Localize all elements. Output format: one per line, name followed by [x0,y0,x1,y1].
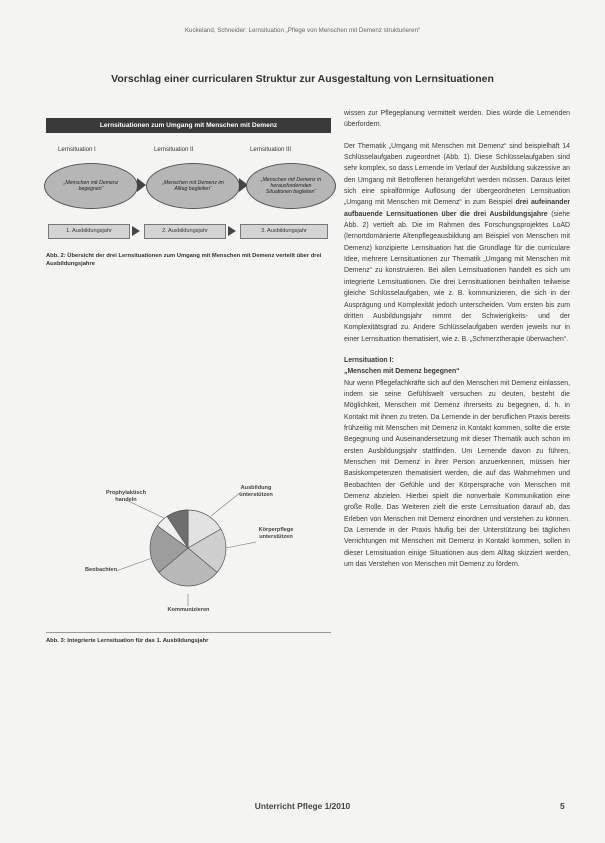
figure-1-header: Lernsituationen zum Umgang mit Menschen mit Demenz [46,118,331,133]
paragraph-1-bold: drei aufeinander aufbauende Lernsituationen über die drei Ausbildungsjahre [344,199,571,218]
paragraph-intro: wissen zur Pflegeplanung vermittelt werden. Dies würde die Lernenden überfordern. [344,110,570,129]
paragraph-1-start: Der Thematik „Umgang mit Menschen mit Demenz“ sind beispielhaft 14 Schlüsselaufgaben zugeordnet (Abb. 1). Diese Schlüsselaufgaben sind sehr komplex, so dass Lernende im Verlauf der Ausbildung sukzessive an den Umgang mit Betroffenen herangeführt werden müssen. Daraus leitet sich eine spiralförmige Auflösung der übergeordneten Lernsituation „Umgang mit Menschen mit Demenz“ in zum Beispiel [344,142,570,207]
year-3-box: 3. Ausbildungsjahr [240,224,328,239]
subheading-2: „Menschen mit Demenz begegnen“ [344,368,460,376]
figure-1-caption: Abb. 2: Übersicht der drei Lernsituationen zum Umgang mit Menschen mit Demenz verteilt über drei Ausbildungsjahre [46,253,322,267]
paragraph-1-end: (siehe Abb. 2) vertieft ab. Die im Rahmen des Forschungsprojektes LoAD (lernortdomänierte Altenpflegeausbildung am Beispiel von Menschen mit Demenz) konzipierte Lernsituation hat die Grundlage für die curriculare Idee, mehrere Lernsituationen zur Thematik „Umgang mit Menschen mit Demenz“ zu konstruieren. Bei allen Lernsituationen handelt es sich um integrierte Lernsituationen. Die drei Lernsituationen beinhalten teilweise gleiche Schlüsselaufgaben, wie z. B. kommunizieren, die sich in der Ausprägung und Komplexität jedoch unterscheiden. Vom ersten bis zum dritten Ausbildungsjahr nimmt der Schwierigkeits- und der Komplexitätsgrad zu. Andere Schlüsselaufgaben werden jeweils nur in einer Lernsituation thematisiert, wie z. B. „Schmerztherapie überwachen“. [344,210,571,343]
arrow-right-icon [137,178,146,192]
figure-2 [46,470,331,620]
lernsituation-1-ellipse [44,163,138,209]
label-bodycare: Körperpflege unterstützen [258,527,294,540]
paragraph-1 [344,141,570,345]
paragraph-2: Nur wenn Pflegefachkräfte sich auf den Menschen mit Demenz einlassen, indem sie seine Gefühlswelt versuchen zu deuten, besteht die Möglichkeit, Menschen mit Demenz ihrerseits zu begegnen, d. h. in Kontakt mit ihnen zu treten. Da Lernende in der beruflichen Praxis bereits frühzeitig mit Menschen mit Demenz in Kontakt kommen, sollte die erste Begegnung und Auseinandersetzung mit dieser Thematik auch schon im ersten Ausbildungsjahr stattfinden. Um Lernende davon zu führen, Menschen mit Demenz in ihrer Person anzuerkennen, müssen hier Basiskompetenzen thematisiert werden, die auf das Wahrnehmen und Beobachten der Gefühle und der Körpersprache von Menschen mit Demenz abzielen. Hierbei spielt die nonverbale Kommunikation eine große Rolle. Das Weiteren zielt die erste Lernsituation darauf ab, das Erleben von Menschen mit Demenz einordnen und verstehen zu können. Da Lernende in der Praxis häufig bei der Unterstützung bei täglichen Verrichtungen mit Menschen mit Demenz in Kontakt kommen, sollen in dieser Lernsituation einige Situationen aus dem Alltag skizziert werden, um das Verstehen von Menschen mit Demenz zu fördern. [344,379,570,569]
lernsituation-2-ellipse [146,163,240,209]
page-number: 5 [560,801,565,811]
arrow-right-icon [228,226,236,236]
label-observe: Beobachten [84,567,117,573]
caption-rule [46,632,331,633]
lernsituation-1-title: „Menschen mit Demenz begegnen“ [63,179,119,192]
year-1-box: 1. Ausbildungsjahr [48,224,130,239]
lernsituation-2-label: Lernsituation II [154,147,194,153]
right-column-text [344,108,570,570]
integrated-situation-pie [46,470,331,620]
running-head: Kuckeland, Schneider: Lernsituation „Pflege von Menschen mit Demenz strukturieren“ [184,27,421,34]
lernsituation-3-title: „Menschen mit Demenz in herausfordernden Situationen begleiten“ [260,176,322,196]
lernsituation-1-label: Lernsituation I [58,147,96,153]
arrow-right-icon [132,226,140,236]
subheading-1: Lernsituation I: [344,356,394,364]
label-education: Ausbildung unterstützen [239,485,273,498]
label-communicate: Kommunizieren [167,607,210,613]
lernsituation-2-title: „Menschen mit Demenz im Alltag begleiten“ [162,179,224,192]
footer-journal: Unterricht Pflege 1/2010 [254,801,351,811]
lernsituation-3-ellipse [246,163,336,209]
figure-1 [46,110,331,250]
article-title: Vorschlag einer curricularen Struktur zur Ausgestaltung von Lernsituationen [111,73,494,85]
year-2-box: 2. Ausbildungsjahr [144,224,226,239]
figure-2-caption: Abb. 3: Integrierte Lernsituation für das 1. Ausbildungsjahr [46,638,209,644]
label-prophylaxis: Prophylaktisch handeln [105,490,147,503]
lernsituation-3-label: Lernsituation III [250,147,292,153]
